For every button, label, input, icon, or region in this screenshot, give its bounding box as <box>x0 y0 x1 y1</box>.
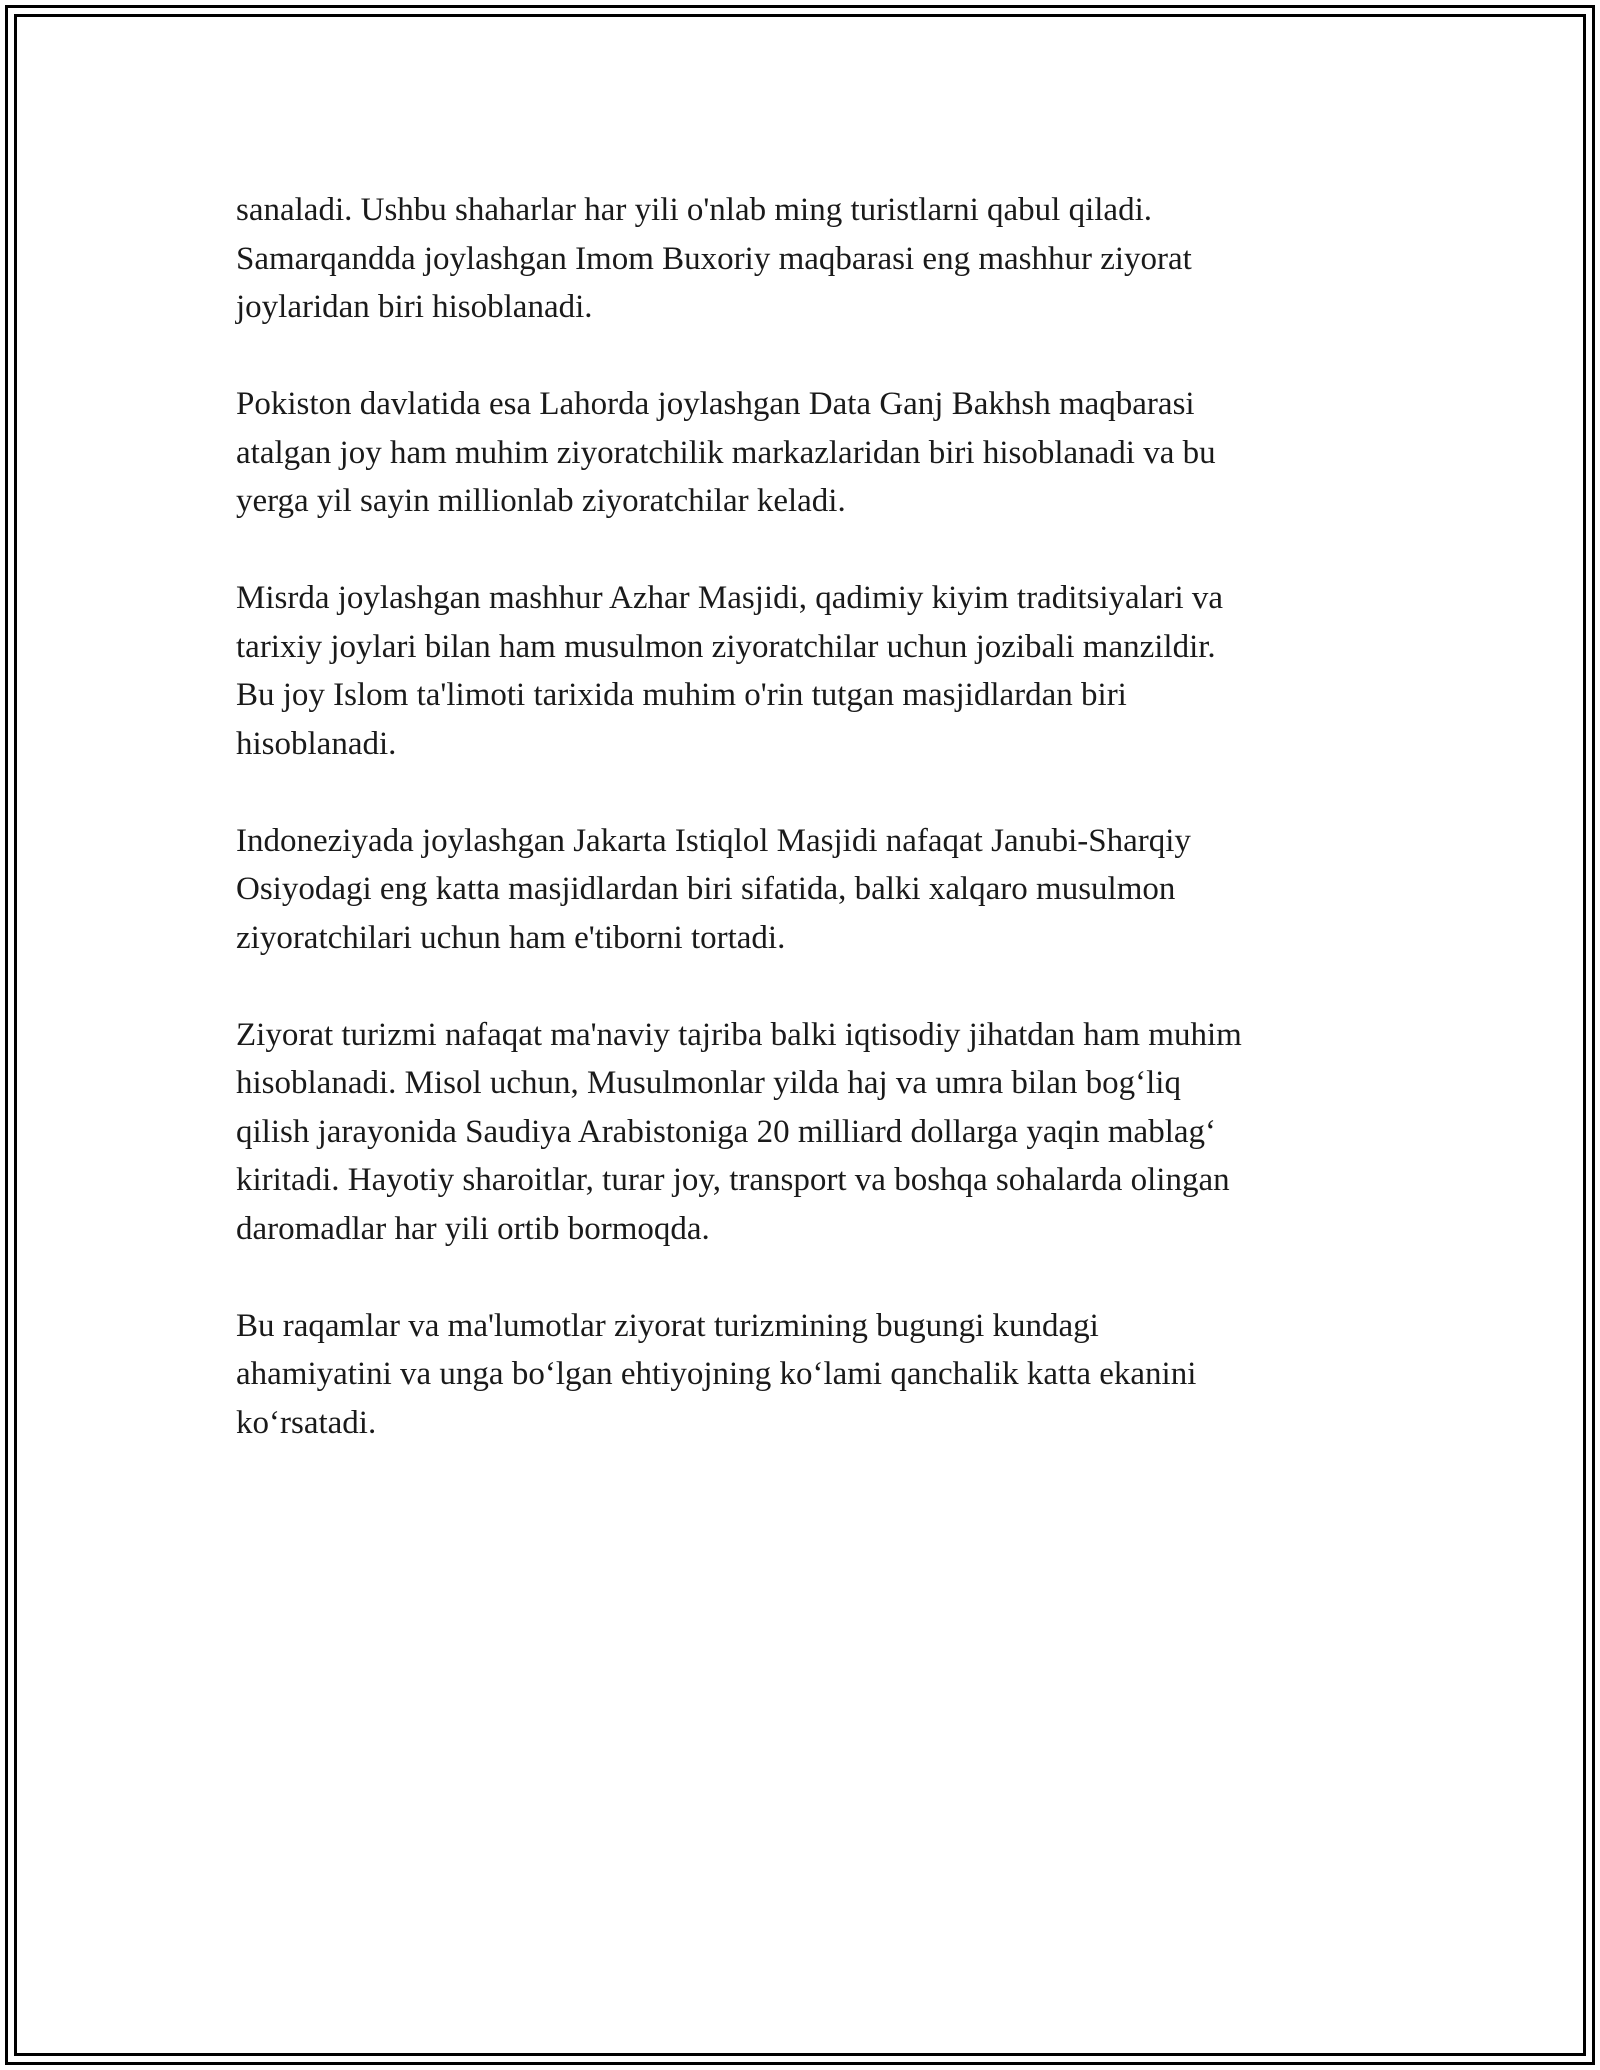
text-line: yerga yil sayin millionlab ziyoratchilar keladi. <box>236 483 846 519</box>
text-line: hisoblanadi. Misol uchun, Musulmonlar yilda haj va umra bilan bog‘liq <box>236 1065 1181 1101</box>
text-line: Osiyodagi eng katta masjidlardan biri sifatida, balki xalqaro musulmon <box>236 871 1176 907</box>
text-line: Misrda joylashgan mashhur Azhar Masjidi, qadimiy kiyim traditsiyalari va <box>236 580 1224 616</box>
paragraph-6 <box>236 1302 1366 1448</box>
paragraph-3 <box>236 574 1366 768</box>
text-line: Indoneziyada joylashgan Jakarta Istiqlol Masjidi nafaqat Janubi-Sharqiy <box>236 822 1191 859</box>
text-line: ko‘rsatadi. <box>236 1404 377 1441</box>
text-line: Bu raqamlar va ma'lumotlar ziyorat turizmining bugungi kundagi <box>236 1307 1099 1344</box>
text-line: Bu joy Islom ta'limoti tarixida muhim o'rin tutgan masjidlardan biri <box>236 677 1127 713</box>
text-line: tarixiy joylari bilan ham musulmon ziyoratchilar uchun jozibali manzildir. <box>236 628 1216 665</box>
paragraph-4 <box>236 817 1366 963</box>
text-line: kiritadi. Hayotiy sharoitlar, turar joy, transport va boshqa sohalarda olingan <box>236 1162 1230 1198</box>
text-line: ziyoratchilari uchun ham e'tiborni tortadi. <box>236 919 786 956</box>
document-body <box>236 186 1366 1496</box>
paragraph-1 <box>236 186 1366 332</box>
text-line: ahamiyatini va unga bo‘lgan ehtiyojning ko‘lami qanchalik katta ekanini <box>236 1356 1197 1392</box>
text-line: joylaridan biri hisoblanadi. <box>236 289 593 325</box>
text-line: sanaladi. Ushbu shaharlar har yili o'nlab ming turistlarni qabul qiladi. <box>236 192 1152 228</box>
text-line: Ziyorat turizmi nafaqat ma'naviy tajriba balki iqtisodiy jihatdan ham muhim <box>236 1016 1242 1053</box>
text-line: atalgan joy ham muhim ziyoratchilik markazlaridan biri hisoblanadi va bu <box>236 434 1216 471</box>
text-line: qilish jarayonida Saudiya Arabistoniga 20 milliard dollarga yaqin mablag‘ <box>236 1113 1217 1150</box>
text-line: hisoblanadi. <box>236 725 397 762</box>
text-line: Samarqandda joylashgan Imom Buxoriy maqbarasi eng mashhur ziyorat <box>236 240 1192 277</box>
paragraph-5 <box>236 1011 1366 1254</box>
text-line: Pokiston davlatida esa Lahorda joylashgan Data Ganj Bakhsh maqbarasi <box>236 386 1195 422</box>
text-line: daromadlar har yili ortib bormoqda. <box>236 1210 710 1247</box>
paragraph-2 <box>236 380 1366 526</box>
